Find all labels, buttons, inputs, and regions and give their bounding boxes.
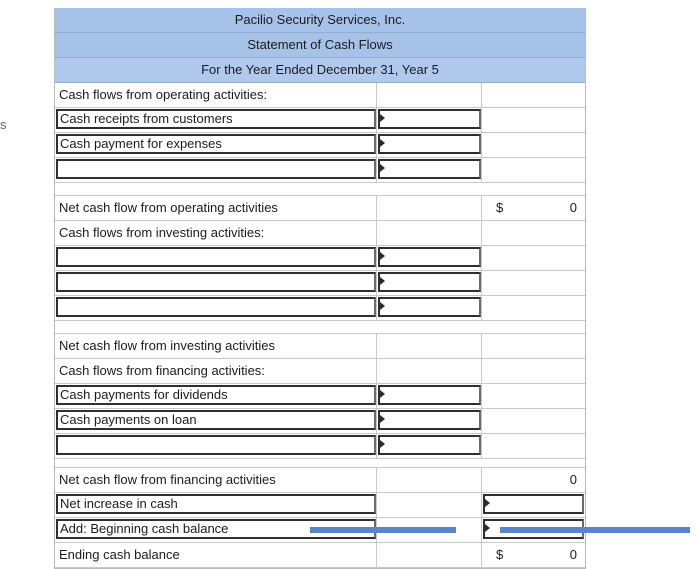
table-row	[55, 271, 585, 296]
investing-item-2-label[interactable]	[56, 272, 376, 292]
cash-payments-loan-label[interactable]: Cash payments on loan	[56, 410, 376, 430]
net-operating-value: 0	[569, 200, 577, 215]
table-row	[55, 196, 585, 221]
dropdown-arrow-icon	[380, 440, 385, 448]
statement-title: Statement of Cash Flows	[55, 33, 585, 58]
financing-header: Cash flows from financing activities:	[55, 359, 377, 383]
dropdown-arrow-icon	[380, 139, 385, 147]
dropdown-arrow-icon	[380, 164, 385, 172]
dropdown-arrow-icon	[380, 302, 385, 310]
table-row	[55, 468, 585, 493]
table-row	[55, 108, 585, 133]
cash-payments-dividends-amount[interactable]	[378, 385, 481, 405]
dropdown-arrow-icon	[380, 252, 385, 260]
table-row	[55, 493, 585, 518]
table-row	[55, 158, 585, 183]
dropdown-arrow-icon	[380, 390, 385, 398]
investing-item-3-label[interactable]	[56, 297, 376, 317]
investing-item-3-amount[interactable]	[378, 297, 481, 317]
cash-payments-dividends-label[interactable]: Cash payments for dividends	[56, 385, 376, 405]
dropdown-arrow-icon	[380, 277, 385, 285]
dropdown-arrow-icon	[485, 499, 490, 507]
cash-payments-loan-amount[interactable]	[378, 410, 481, 430]
table-row	[55, 409, 585, 434]
currency-symbol: $	[496, 547, 504, 562]
table-row	[55, 434, 585, 459]
investing-header: Cash flows from investing activities:	[55, 221, 377, 245]
table-row	[55, 359, 585, 384]
table-row	[55, 133, 585, 158]
statement-period: For the Year Ended December 31, Year 5	[55, 58, 585, 83]
net-increase-amount[interactable]	[483, 494, 584, 514]
table-row	[55, 543, 585, 568]
table-row	[55, 221, 585, 246]
currency-symbol: $	[496, 200, 504, 215]
net-financing-value: 0	[569, 472, 577, 487]
table-row	[55, 296, 585, 321]
operating-header: Cash flows from operating activities:	[55, 83, 377, 107]
bottom-action-bar[interactable]	[500, 527, 690, 533]
dropdown-arrow-icon	[380, 415, 385, 423]
company-name: Pacilio Security Services, Inc.	[55, 8, 585, 33]
table-row	[55, 384, 585, 409]
financing-extra-amount[interactable]	[378, 435, 481, 455]
cash-payment-expenses-label[interactable]: Cash payment for expenses	[56, 134, 376, 154]
investing-item-2-amount[interactable]	[378, 272, 481, 292]
cash-receipts-customers-amount[interactable]	[378, 109, 481, 129]
net-financing-label: Net cash flow from financing activities	[55, 468, 377, 492]
investing-item-1-label[interactable]	[56, 247, 376, 267]
net-investing-label: Net cash flow from investing activities	[55, 334, 377, 358]
beginning-balance-label[interactable]: Add: Beginning cash balance	[56, 519, 376, 539]
dropdown-arrow-icon	[485, 524, 490, 532]
table-row	[55, 334, 585, 359]
dropdown-arrow-icon	[380, 114, 385, 122]
cash-flow-statement	[54, 8, 586, 569]
cash-receipts-customers-label[interactable]: Cash receipts from customers	[56, 109, 376, 129]
cash-payment-expenses-amount[interactable]	[378, 134, 481, 154]
operating-extra-amount[interactable]	[378, 159, 481, 179]
operating-extra-label[interactable]	[56, 159, 376, 179]
net-operating-label: Net cash flow from operating activities	[55, 196, 377, 220]
investing-item-1-amount[interactable]	[378, 247, 481, 267]
side-letter: s	[0, 117, 7, 132]
financing-extra-label[interactable]	[56, 435, 376, 455]
net-increase-label[interactable]: Net increase in cash	[56, 494, 376, 514]
ending-balance-label: Ending cash balance	[55, 543, 377, 567]
table-row	[55, 246, 585, 271]
ending-balance-value: 0	[569, 547, 577, 562]
table-row	[55, 83, 585, 108]
bottom-action-bar[interactable]	[310, 527, 456, 533]
